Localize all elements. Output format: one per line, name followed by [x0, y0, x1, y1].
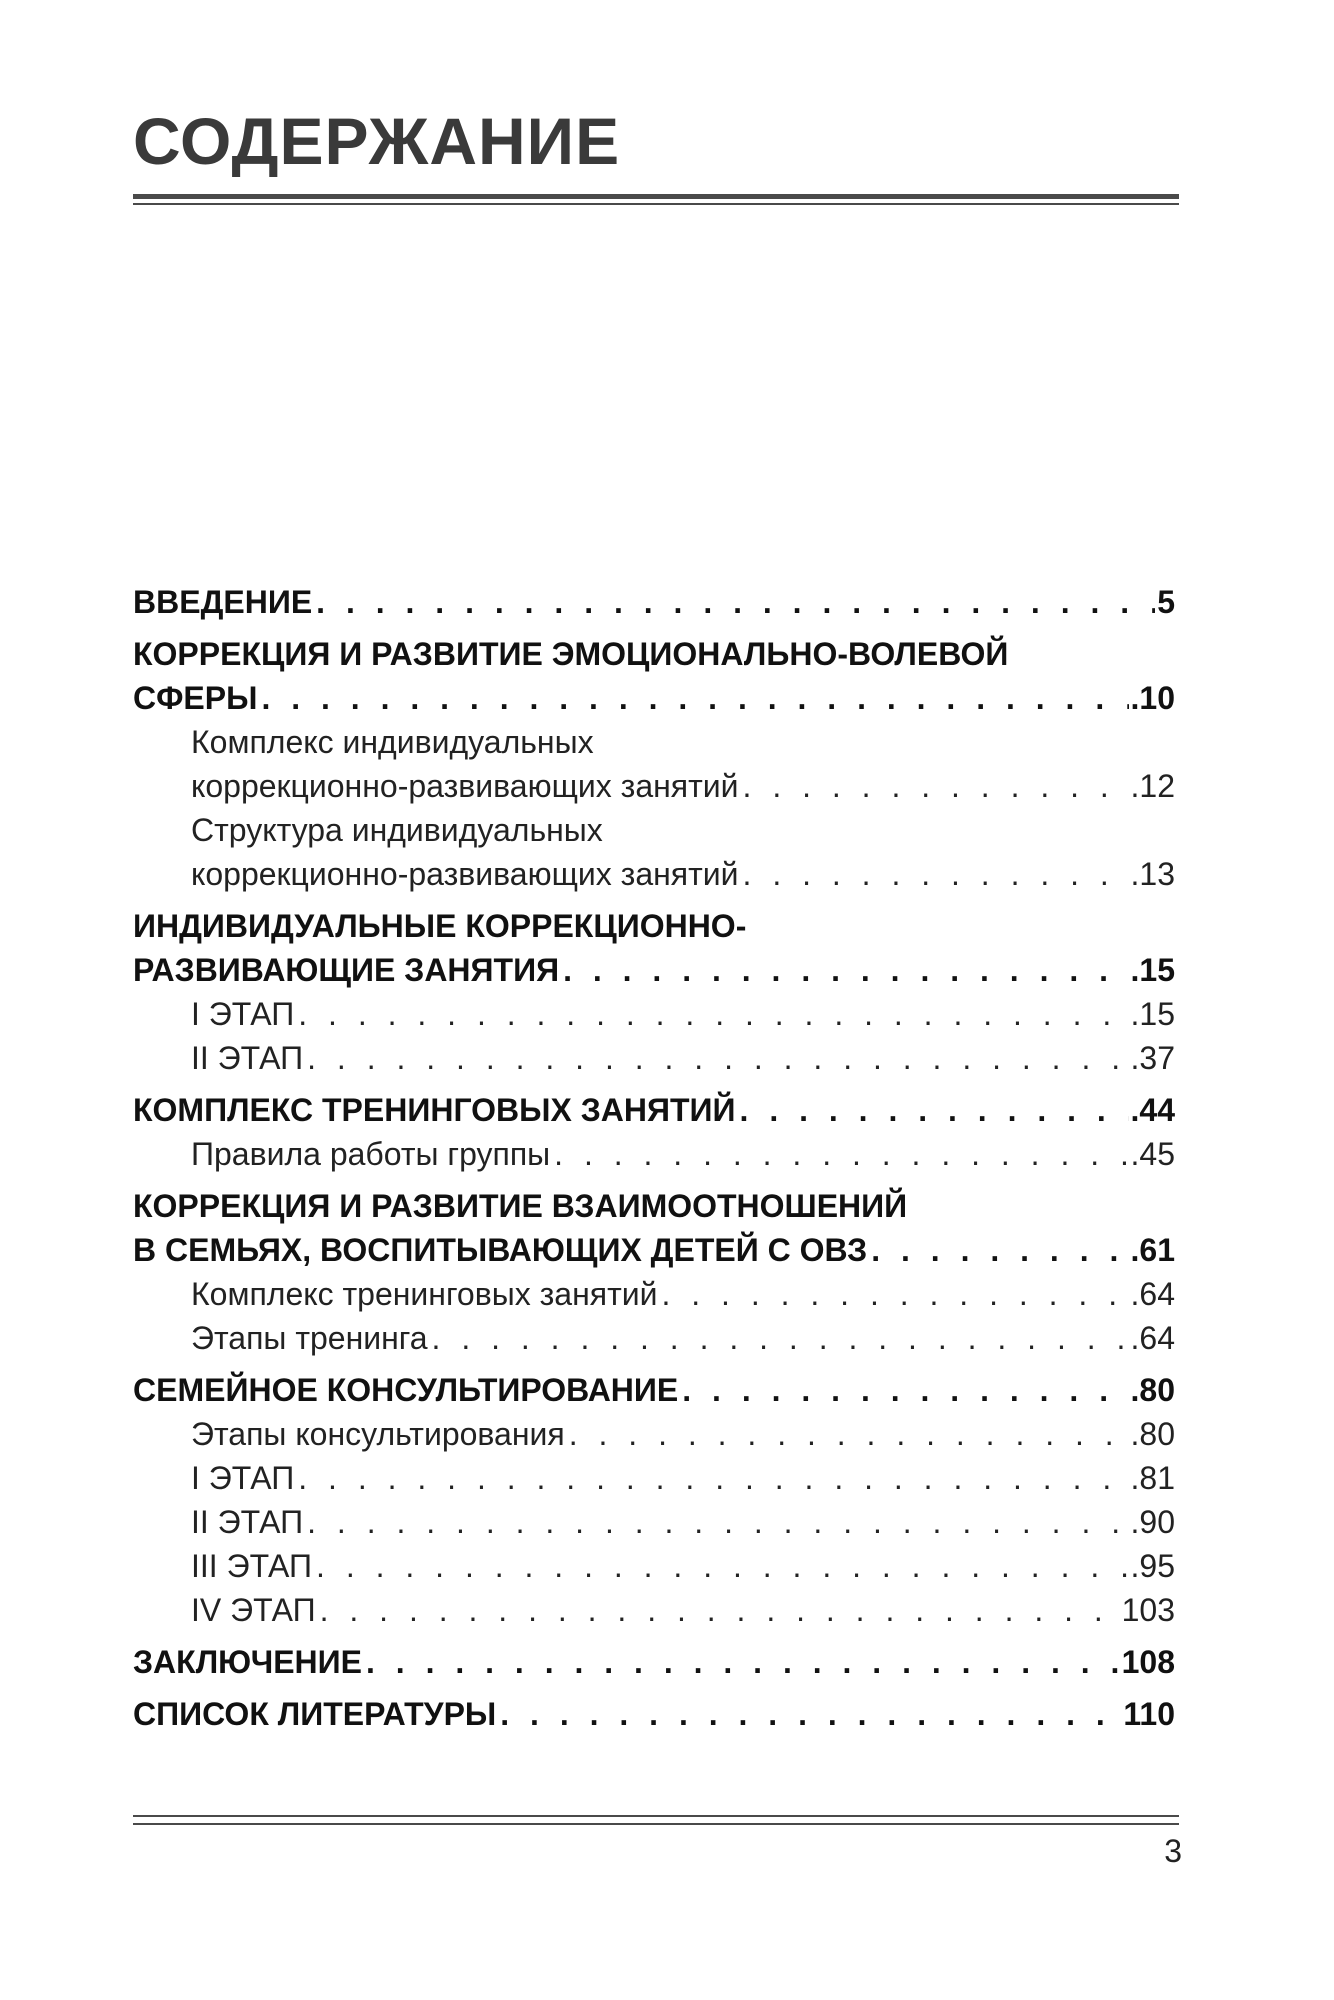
toc-leader-dots	[261, 676, 1128, 720]
toc-entry-line1[interactable]: ИНДИВИДУАЛЬНЫЕ КОРРЕКЦИОННО-	[133, 908, 747, 944]
toc-entry-family-relations[interactable]	[133, 1228, 1175, 1272]
table-of-contents	[133, 580, 1175, 1736]
toc-subentry-individual-structure[interactable]	[133, 852, 1175, 896]
toc-subentry-counseling-stages[interactable]	[133, 1412, 1175, 1456]
toc-page-number: .15	[1130, 996, 1175, 1032]
toc-subentry-line1[interactable]: Комплекс индивидуальных	[191, 724, 594, 760]
toc-page-number: .45	[1130, 1136, 1175, 1172]
toc-entry-title: ВВЕДЕНИЕ	[133, 580, 316, 624]
toc-page-number: 103	[1121, 1592, 1175, 1628]
toc-leader-dots	[743, 852, 1129, 896]
toc-subentry-counseling-stage-1[interactable]	[133, 1456, 1175, 1500]
toc-leader-dots	[316, 1544, 1128, 1588]
toc-page-number: .64	[1130, 1276, 1175, 1312]
toc-page-number: .37	[1130, 1040, 1175, 1076]
toc-entry-title: Этапы тренинга	[191, 1316, 432, 1360]
toc-subentry-individual-complex[interactable]	[133, 764, 1175, 808]
toc-page-number: .12	[1130, 768, 1175, 804]
toc-subentry-line1[interactable]: Структура индивидуальных	[191, 812, 603, 848]
toc-page-number: .64	[1130, 1320, 1175, 1356]
toc-leader-dots	[500, 1692, 1121, 1736]
toc-page-number: .80	[1130, 1372, 1175, 1408]
toc-entry-introduction[interactable]	[133, 580, 1175, 624]
toc-entry-title: Комплекс тренинговых занятий	[191, 1272, 661, 1316]
toc-subentry-training-complex[interactable]	[133, 1272, 1175, 1316]
page-title: СОДЕРЖАНИЕ	[133, 104, 621, 178]
toc-page-number: .80	[1130, 1416, 1175, 1452]
toc-entry-individual-lessons[interactable]	[133, 948, 1175, 992]
toc-page-number: .44	[1130, 1092, 1175, 1128]
footer-rule-line	[133, 1823, 1179, 1825]
toc-entry-title: СПИСОК ЛИТЕРАТУРЫ	[133, 1692, 500, 1736]
toc-entry-title: III ЭТАП	[191, 1544, 316, 1588]
toc-entry-title: СФЕРЫ	[133, 676, 261, 720]
toc-page-number: 108	[1121, 1644, 1175, 1680]
toc-leader-dots	[298, 992, 1128, 1036]
toc-leader-dots	[316, 580, 1155, 624]
toc-entry-title: коррекционно-развивающих занятий	[191, 764, 743, 808]
toc-entry-title: РАЗВИВАЮЩИЕ ЗАНЯТИЯ	[133, 948, 563, 992]
toc-subentry-group-rules[interactable]	[133, 1132, 1175, 1176]
toc-leader-dots	[432, 1316, 1129, 1360]
title-rule-thin	[133, 203, 1179, 205]
toc-entry-title: I ЭТАП	[191, 1456, 298, 1500]
toc-leader-dots	[743, 764, 1129, 808]
toc-entry-title: коррекционно-развивающих занятий	[191, 852, 743, 896]
toc-page-number: .95	[1130, 1548, 1175, 1584]
toc-leader-dots	[366, 1640, 1120, 1684]
page-number: 3	[1164, 1833, 1182, 1869]
toc-leader-dots	[298, 1456, 1128, 1500]
toc-entry-title: В СЕМЬЯХ, ВОСПИТЫВАЮЩИХ ДЕТЕЙ С ОВЗ	[133, 1228, 871, 1272]
toc-subentry-training-stages[interactable]	[133, 1316, 1175, 1360]
toc-entry-title: II ЭТАП	[191, 1500, 307, 1544]
toc-page-number: .81	[1130, 1460, 1175, 1496]
toc-page-number: .90	[1130, 1504, 1175, 1540]
toc-subentry-stage-1[interactable]	[133, 992, 1175, 1036]
toc-subentry-counseling-stage-4[interactable]	[133, 1588, 1175, 1632]
toc-page-number: .10	[1130, 680, 1175, 716]
footer-rule-line	[133, 1815, 1179, 1817]
toc-leader-dots	[554, 1132, 1128, 1176]
toc-entry-title: Правила работы группы	[191, 1132, 554, 1176]
toc-entry-family-counseling[interactable]	[133, 1368, 1175, 1412]
toc-leader-dots	[320, 1588, 1120, 1632]
toc-subentry-stage-2[interactable]	[133, 1036, 1175, 1080]
toc-entry-emotional-sphere[interactable]	[133, 676, 1175, 720]
toc-entry-title: I ЭТАП	[191, 992, 298, 1036]
toc-page-number: 110	[1123, 1696, 1175, 1732]
toc-entry-bibliography[interactable]	[133, 1692, 1175, 1736]
toc-page-number: .13	[1130, 856, 1175, 892]
toc-subentry-counseling-stage-2[interactable]	[133, 1500, 1175, 1544]
toc-leader-dots	[682, 1368, 1128, 1412]
toc-leader-dots	[871, 1228, 1128, 1272]
toc-entry-line1[interactable]: КОРРЕКЦИЯ И РАЗВИТИЕ ЭМОЦИОНАЛЬНО-ВОЛЕВОЙ	[133, 636, 1009, 672]
toc-entry-line1[interactable]: КОРРЕКЦИЯ И РАЗВИТИЕ ВЗАИМООТНОШЕНИЙ	[133, 1188, 908, 1224]
toc-entry-title: СЕМЕЙНОЕ КОНСУЛЬТИРОВАНИЕ	[133, 1368, 682, 1412]
toc-leader-dots	[563, 948, 1128, 992]
toc-entry-title: IV ЭТАП	[191, 1588, 320, 1632]
title-rule-thick	[133, 194, 1179, 199]
toc-page-number: .61	[1130, 1232, 1175, 1268]
toc-entry-title: ЗАКЛЮЧЕНИЕ	[133, 1640, 366, 1684]
toc-entry-training-complex[interactable]	[133, 1088, 1175, 1132]
title-rule	[133, 194, 1179, 206]
toc-entry-title: КОМПЛЕКС ТРЕНИНГОВЫХ ЗАНЯТИЙ	[133, 1088, 740, 1132]
toc-entry-title: Этапы консультирования	[191, 1412, 569, 1456]
toc-page-number: 5	[1157, 584, 1175, 620]
toc-leader-dots	[661, 1272, 1128, 1316]
toc-entry-title: II ЭТАП	[191, 1036, 307, 1080]
footer-rule	[133, 1815, 1179, 1827]
toc-leader-dots	[307, 1500, 1128, 1544]
toc-entry-conclusion[interactable]	[133, 1640, 1175, 1684]
toc-page-number: .15	[1130, 952, 1175, 988]
toc-leader-dots	[569, 1412, 1129, 1456]
toc-leader-dots	[740, 1088, 1129, 1132]
toc-leader-dots	[307, 1036, 1128, 1080]
toc-subentry-counseling-stage-3[interactable]	[133, 1544, 1175, 1588]
